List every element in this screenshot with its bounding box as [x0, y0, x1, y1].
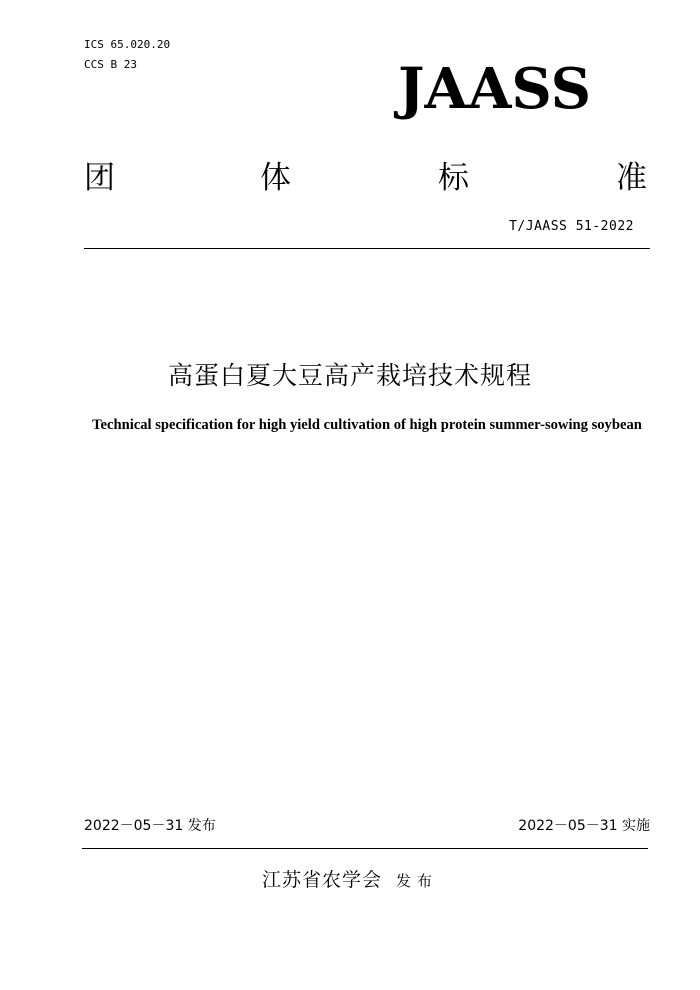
category-char-2: 体	[260, 160, 291, 196]
ccs-code: CCS B 23	[84, 58, 137, 71]
issuer-action: 发布	[396, 872, 439, 890]
standard-number: T/JAASS 51-2022	[509, 219, 634, 234]
title-english: Technical specification for high yield cultivation of high protein summer-sowing soybean	[92, 417, 642, 433]
category-char-1: 团	[84, 160, 115, 196]
category-char-3: 标	[438, 160, 469, 196]
ics-code: ICS 65.020.20	[84, 38, 171, 51]
publish-date: 2022－05－31 发布	[84, 818, 216, 834]
title-chinese: 高蛋白夏大豆高产栽培技术规程	[167, 361, 532, 390]
issuer-organization: 江苏省农学会	[261, 869, 382, 891]
jaass-logo: JAASS	[398, 56, 592, 122]
category-char-4: 准	[616, 160, 647, 196]
implement-date: 2022－05－31 实施	[518, 818, 650, 834]
top-divider	[84, 248, 650, 249]
issuer-line	[0, 866, 700, 895]
bottom-divider	[82, 848, 648, 849]
